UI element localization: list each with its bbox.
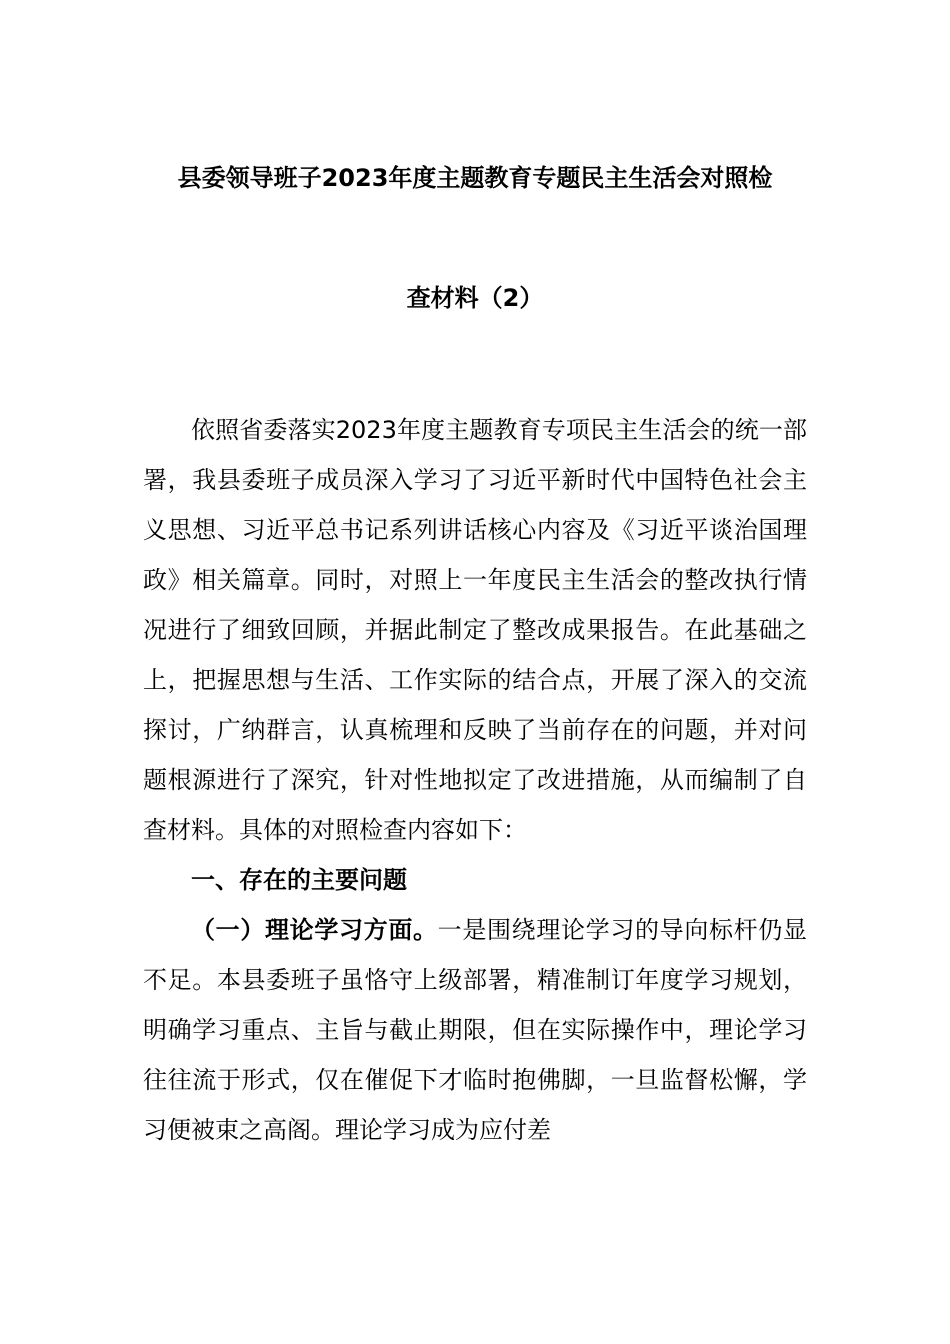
subsection-lead: （一）理论学习方面。 (191, 916, 438, 944)
subsection-text: 一是围绕理论学习的导向标杆仍显不足。本县委班子虽恪守上级部署，精准制订年度学习规划，明确学习重点、主旨与截止期限，但在实际操作中，理论学习往往流于形式，仅在催促下才临时抱佛脚，一旦监督松懈，学习便被束之高阁。理论学习成为应付差 (143, 916, 808, 1144)
document-body (143, 405, 807, 1155)
document-title-line-2: 查材料（2） (406, 284, 544, 312)
intro-paragraph: 依照省委落实2023年度主题教育专项民主生活会的统一部署，我县委班子成员深入学习了习近平新时代中国特色社会主义思想、习近平总书记系列讲话核心内容及《习近平谈治国理政》相关篇章。同时，对照上一年度民主生活会的整改执行情况进行了细致回顾，并据此制定了整改成果报告。在此基础之上，把握思想与生活、工作实际的结合点，开展了深入的交流探讨，广纳群言，认真梳理和反映了当前存在的问题，并对问题根源进行了深究，针对性地拟定了改进措施，从而编制了自查材料。具体的对照检查内容如下： (143, 416, 807, 844)
subsection-theory-study (143, 905, 807, 1155)
section-heading-problems: 一、存在的主要问题 (191, 866, 407, 894)
document-title-line-1: 县委领导班子2023年度主题教育专题民主生活会对照检 (177, 164, 773, 192)
